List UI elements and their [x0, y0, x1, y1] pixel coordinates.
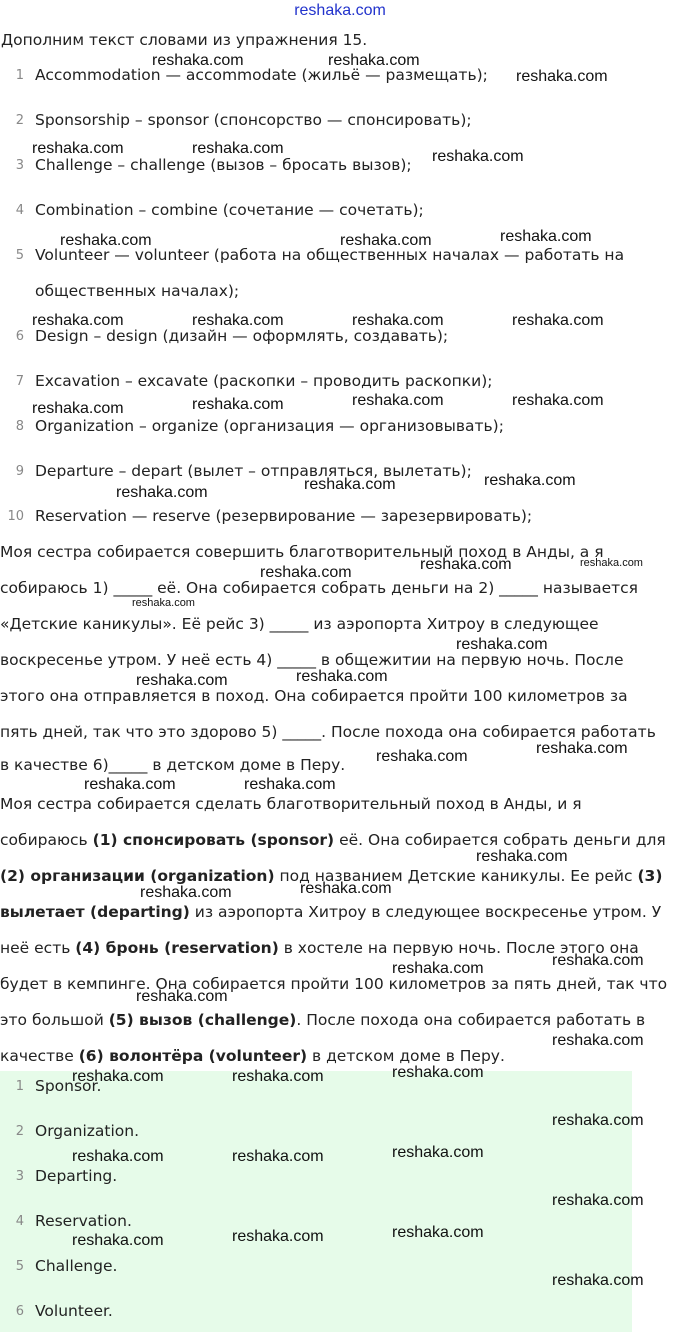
watermark: reshaka.com: [352, 312, 444, 329]
solution-line: будет в кемпинге. Она собирается пройти 100 километров за пять дней, так что: [0, 975, 668, 993]
list-text: Departure – depart (вылет – отправляться, вылетать);: [35, 462, 472, 480]
watermark: reshaka.com: [232, 1068, 324, 1085]
answer-item: [0, 1251, 632, 1296]
watermark: reshaka.com: [296, 668, 388, 685]
list-text: Challenge – challenge (вызов – бросать вызов);: [35, 156, 412, 174]
list-text: Combination – combine (сочетание — сочетать);: [35, 201, 424, 219]
watermark: reshaka.com: [512, 392, 604, 409]
task-line: Моя сестра собирается совершить благотворительный поход в Анды, а я: [0, 543, 604, 561]
solution-line: это большой (5) вызов (challenge). После похода она собирается работать в: [0, 1011, 646, 1029]
watermark: reshaka.com: [536, 740, 628, 757]
list-number: 4: [15, 203, 24, 218]
list-text: Design – design (дизайн — оформлять, создавать);: [35, 327, 449, 345]
watermark: reshaka.com: [192, 312, 284, 329]
answer-item: [0, 1161, 632, 1206]
watermark: reshaka.com: [136, 672, 228, 689]
watermark: reshaka.com: [392, 1224, 484, 1241]
task-line: пять дней, так что это здорово 5) _____. После похода она собирается работать: [0, 723, 656, 741]
list-text: Sponsorship – sponsor (спонсорство — спонсировать);: [35, 111, 472, 129]
watermark: reshaka.com: [476, 848, 568, 865]
watermark: reshaka.com: [116, 484, 208, 501]
watermark: reshaka.com: [192, 140, 284, 157]
answer-text: Departing.: [35, 1167, 118, 1185]
watermark: reshaka.com: [300, 880, 392, 897]
list-number: 6: [15, 329, 24, 344]
task-line: «Детские каникулы». Её рейс 3) _____ из аэропорта Хитроу в следующее: [0, 615, 599, 633]
answer-number: 1: [15, 1079, 24, 1094]
site-header-link[interactable]: reshaka.com: [294, 2, 386, 19]
list-text: Accommodation — accommodate (жильё — размещать);: [35, 66, 488, 84]
watermark: reshaka.com: [392, 1144, 484, 1161]
list-number: 2: [15, 113, 24, 128]
solution-line: неё есть (4) бронь (reservation) в хостеле на первую ночь. После этого она: [0, 939, 639, 957]
watermark: reshaka.com: [72, 1148, 164, 1165]
watermark: reshaka.com: [32, 400, 124, 417]
watermark: reshaka.com: [192, 396, 284, 413]
watermark: reshaka.com: [516, 68, 608, 85]
answer-number: 5: [15, 1259, 24, 1274]
list-number: 7: [15, 374, 24, 389]
watermark: reshaka.com: [392, 1064, 484, 1081]
list-number: 5: [15, 248, 24, 263]
answer-text: Organization.: [35, 1122, 140, 1140]
answer-text: Sponsor.: [35, 1077, 102, 1095]
watermark: reshaka.com: [456, 636, 548, 653]
watermark: reshaka.com: [500, 228, 592, 245]
watermark: reshaka.com: [84, 776, 176, 793]
watermark: reshaka.com: [376, 748, 468, 765]
watermark: reshaka.com: [32, 312, 124, 329]
watermark: reshaka.com: [392, 960, 484, 977]
watermark: reshaka.com: [132, 597, 195, 609]
watermark: reshaka.com: [552, 952, 644, 969]
watermark: reshaka.com: [432, 148, 524, 165]
watermark: reshaka.com: [232, 1228, 324, 1245]
watermark: reshaka.com: [152, 52, 244, 69]
solution-line: вылетает (departing) из аэропорта Хитроу в следующее воскресенье утром. У: [0, 903, 662, 921]
watermark: reshaka.com: [552, 1192, 644, 1209]
watermark: reshaka.com: [552, 1032, 644, 1049]
list-item: [0, 240, 680, 321]
watermark: reshaka.com: [420, 556, 512, 573]
watermark: reshaka.com: [244, 776, 336, 793]
watermark: reshaka.com: [136, 988, 228, 1005]
solution-paragraph: [0, 786, 680, 1074]
words-list: [0, 60, 680, 546]
list-number: 9: [15, 464, 24, 479]
solution-line: собираюсь (1) спонсировать (sponsor) её. Она собирается собрать деньги для: [0, 831, 666, 849]
watermark: reshaka.com: [32, 140, 124, 157]
watermark: reshaka.com: [232, 1148, 324, 1165]
list-text: Volunteer — volunteer (работа на общественных началах — работать на общественных началах);: [35, 246, 625, 300]
watermark: reshaka.com: [484, 472, 576, 489]
intro-text: Дополним текст словами из упражнения 15.: [1, 31, 368, 49]
solution-line: (2) организации (organization) под названием Детские каникулы. Ее рейс (3): [0, 867, 663, 885]
watermark: reshaka.com: [72, 1232, 164, 1249]
list-number: 1: [15, 68, 24, 83]
solution-line: качестве (6) волонтёра (volunteer) в детском доме в Перу.: [0, 1047, 505, 1065]
answer-number: 3: [15, 1169, 24, 1184]
answer-text: Volunteer.: [35, 1302, 113, 1320]
list-number: 10: [7, 509, 24, 524]
task-line: воскресенье утром. У неё есть 4) _____ в общежитии на первую ночь. После: [0, 651, 624, 669]
watermark: reshaka.com: [328, 52, 420, 69]
watermark: reshaka.com: [552, 1272, 644, 1289]
watermark: reshaka.com: [352, 392, 444, 409]
list-number: 3: [15, 158, 24, 173]
solution-line: Моя сестра собирается сделать благотворительный поход в Анды, и я: [0, 795, 582, 813]
answer-number: 2: [15, 1124, 24, 1139]
watermark: reshaka.com: [580, 557, 643, 569]
list-text: Organization – organize (организация — организовывать);: [35, 417, 504, 435]
watermark: reshaka.com: [340, 232, 432, 249]
task-line: в качестве 6)_____ в детском доме в Перу.: [0, 756, 346, 774]
task-line: собираюсь 1) _____ её. Она собирается собрать деньги на 2) _____ называется: [0, 579, 639, 597]
watermark: reshaka.com: [72, 1068, 164, 1085]
answer-text: Reservation.: [35, 1212, 132, 1230]
list-number: 8: [15, 419, 24, 434]
watermark: reshaka.com: [140, 884, 232, 901]
answer-text: Challenge.: [35, 1257, 118, 1275]
answer-number: 4: [15, 1214, 24, 1229]
watermark: reshaka.com: [512, 312, 604, 329]
watermark: reshaka.com: [304, 476, 396, 493]
list-text: Excavation – excavate (раскопки – проводить раскопки);: [35, 372, 493, 390]
task-line: этого она отправляется в поход. Она собирается пройти 100 километров за: [0, 687, 628, 705]
watermark: reshaka.com: [60, 232, 152, 249]
answer-number: 6: [15, 1304, 24, 1319]
list-text: Reservation — reserve (резервирование — зарезервировать);: [35, 507, 533, 525]
answer-item: [0, 1296, 632, 1341]
watermark: reshaka.com: [552, 1112, 644, 1129]
watermark: reshaka.com: [260, 564, 352, 581]
answers-box: [0, 1071, 632, 1332]
